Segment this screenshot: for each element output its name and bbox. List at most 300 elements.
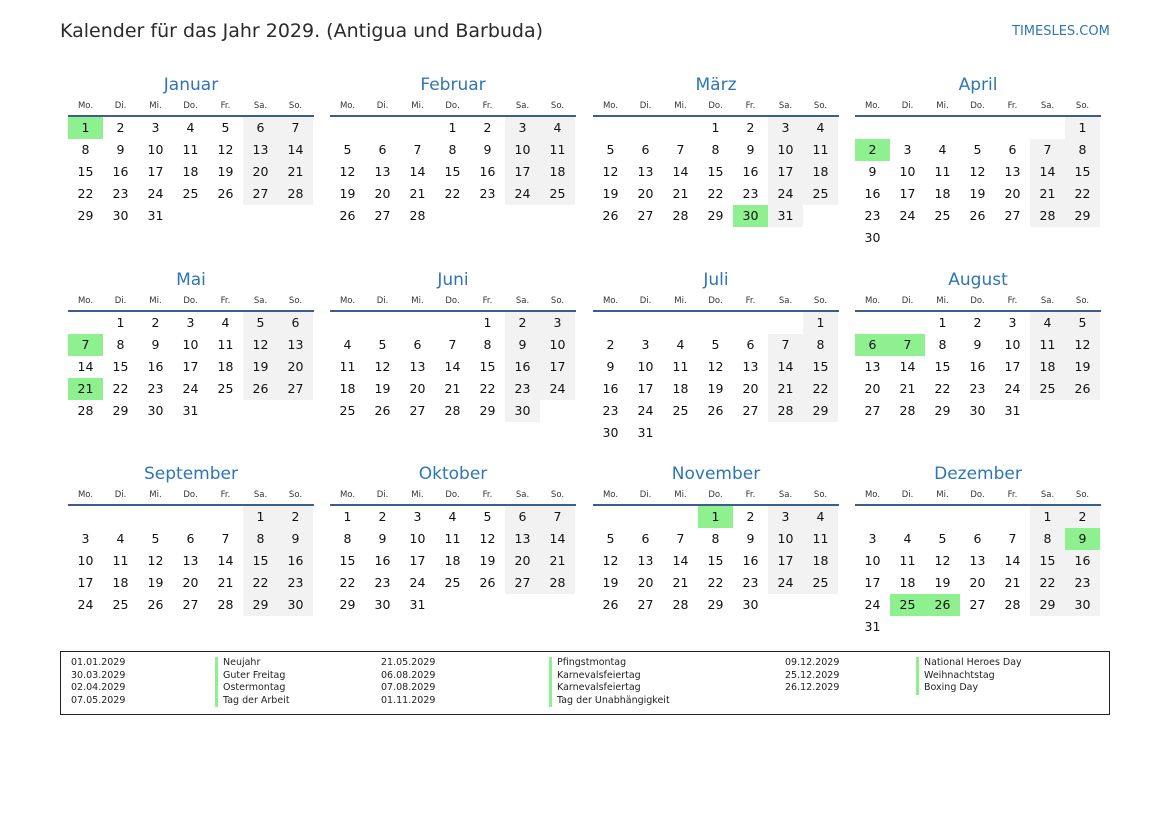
day-cell: 17: [864, 575, 881, 590]
month-name: Juni: [437, 270, 469, 290]
day-cell: 31: [637, 425, 654, 440]
legend-holiday-name: Ostermontag: [215, 682, 285, 695]
weekday-label: Mi.: [149, 296, 162, 306]
day-cell: 15: [339, 553, 356, 568]
weekday-label: Sa.: [515, 490, 530, 500]
day-cell: 30: [112, 208, 129, 223]
day-cell: 6: [641, 531, 650, 546]
day-cell: 13: [505, 528, 540, 550]
day-cell: 8: [448, 142, 457, 157]
day-cell: 9: [116, 142, 125, 157]
day-cell: 3: [903, 142, 912, 157]
day-cell: 27: [182, 597, 199, 612]
day-cell: 29: [1065, 205, 1100, 227]
weekday-header: [68, 97, 314, 117]
day-cell: 27: [637, 208, 654, 223]
day-cell: 26: [969, 208, 986, 223]
day-cell: 20: [864, 381, 881, 396]
day-cell: 7: [278, 117, 313, 139]
day-cell: 11: [112, 553, 129, 568]
day-cell: 11: [934, 164, 951, 179]
empty-cell: [68, 506, 103, 528]
day-cell: 9: [278, 528, 313, 550]
day-cell: 4: [116, 531, 125, 546]
empty-cell: [173, 506, 208, 528]
day-cell: 13: [182, 553, 199, 568]
empty-cell: [400, 312, 435, 334]
weekday-header: [68, 292, 314, 312]
holiday-legend: [60, 651, 1110, 715]
legend-date: 25.12.2029: [785, 669, 840, 681]
day-cell: 13: [1004, 164, 1021, 179]
day-cell: 23: [969, 381, 986, 396]
day-cell: 17: [409, 553, 426, 568]
weekday-label: Fr.: [482, 101, 493, 111]
day-cell: 16: [742, 553, 759, 568]
day-cell: 11: [899, 553, 916, 568]
day-cell: 14: [899, 359, 916, 374]
month-name: August: [948, 270, 1008, 290]
day-cell: 21: [1030, 183, 1065, 205]
weekday-label: Sa.: [253, 296, 268, 306]
weekday-label: Mo.: [864, 296, 881, 306]
weekday-label: So.: [288, 490, 303, 500]
legend-holiday-name: Boxing Day: [916, 682, 978, 695]
empty-cell: [593, 312, 628, 334]
weekday-header: [593, 486, 839, 506]
weekday-label: Mi.: [936, 101, 949, 111]
weekday-label: Sa.: [515, 101, 530, 111]
day-cell: 14: [444, 359, 461, 374]
empty-cell: [663, 506, 698, 528]
day-cell: 13: [864, 359, 881, 374]
day-cell: 4: [803, 117, 838, 139]
holiday-day-cell: 26: [925, 594, 960, 616]
day-cell: 12: [147, 553, 164, 568]
day-cell: 17: [768, 161, 803, 183]
day-cell: 20: [409, 381, 426, 396]
day-cell: 22: [934, 381, 951, 396]
day-cell: 25: [803, 572, 838, 594]
day-cell: 28: [217, 597, 234, 612]
day-cell: 24: [899, 208, 916, 223]
day-cell: 13: [374, 164, 391, 179]
day-cell: 28: [672, 208, 689, 223]
day-cell: 17: [899, 186, 916, 201]
month-11: [593, 462, 839, 616]
day-cell: 29: [339, 597, 356, 612]
month-1: [68, 73, 314, 227]
day-cell: 31: [409, 597, 426, 612]
day-cell: 10: [637, 359, 654, 374]
day-cell: 10: [147, 142, 164, 157]
legend-holiday-name: Guter Freitag: [215, 670, 285, 683]
weekday-label: Mo.: [339, 101, 356, 111]
day-cell: 12: [602, 553, 619, 568]
day-cell: 12: [602, 164, 619, 179]
day-cell: 14: [1004, 553, 1021, 568]
day-cell: 10: [768, 139, 803, 161]
weekday-header: [593, 97, 839, 117]
day-cell: 28: [409, 208, 426, 223]
day-cell: 14: [672, 553, 689, 568]
month-2: [330, 73, 576, 227]
weekday-label: Mi.: [411, 101, 424, 111]
day-cell: 21: [540, 550, 575, 572]
day-cell: 7: [676, 531, 685, 546]
day-cell: 14: [278, 139, 313, 161]
weekday-label: So.: [550, 296, 565, 306]
day-cell: 7: [413, 142, 422, 157]
day-cell: 27: [374, 208, 391, 223]
weekday-label: Di.: [639, 490, 652, 500]
weekday-label: So.: [550, 101, 565, 111]
weekday-header: [855, 486, 1101, 506]
weekday-label: Fr.: [220, 296, 231, 306]
weekday-label: Mo.: [77, 490, 94, 500]
weekday-label: Fr.: [1007, 490, 1018, 500]
weekday-label: Do.: [708, 296, 723, 306]
weekday-label: Mi.: [936, 296, 949, 306]
holiday-day-cell: 2: [855, 139, 890, 161]
weekday-label: Sa.: [253, 490, 268, 500]
day-cell: 8: [803, 334, 838, 356]
day-cell: 12: [707, 359, 724, 374]
day-cell: 24: [77, 597, 94, 612]
day-cell: 16: [479, 164, 496, 179]
day-cell: 6: [973, 531, 982, 546]
day-cell: 6: [278, 312, 313, 334]
day-cell: 13: [278, 334, 313, 356]
day-cell: 19: [707, 381, 724, 396]
weekday-label: Mi.: [411, 490, 424, 500]
day-cell: 29: [1030, 594, 1065, 616]
empty-cell: [628, 117, 663, 139]
weekday-label: Sa.: [778, 296, 793, 306]
legend-holiday-name: Karnevalsfeiertag: [549, 682, 641, 695]
weekday-label: Mo.: [339, 296, 356, 306]
weekday-label: Sa.: [778, 101, 793, 111]
day-cell: 30: [505, 400, 540, 422]
day-cell: 21: [444, 381, 461, 396]
day-cell: 21: [768, 378, 803, 400]
empty-cell: [330, 312, 365, 334]
empty-cell: [138, 506, 173, 528]
day-cell: 7: [448, 337, 457, 352]
legend-date: 01.11.2029: [381, 694, 436, 706]
day-cell: 1: [938, 315, 947, 330]
weekday-label: Mi.: [149, 101, 162, 111]
day-cell: 19: [602, 575, 619, 590]
day-cell: 25: [112, 597, 129, 612]
day-cell: 24: [637, 403, 654, 418]
day-cell: 16: [969, 359, 986, 374]
day-grid: [68, 117, 314, 227]
day-cell: 2: [606, 337, 615, 352]
day-cell: 4: [676, 337, 685, 352]
day-cell: 9: [483, 142, 492, 157]
day-cell: 23: [112, 186, 129, 201]
legend-date: 21.05.2029: [381, 657, 436, 668]
day-cell: 4: [803, 506, 838, 528]
day-cell: 22: [339, 575, 356, 590]
day-cell: 18: [899, 575, 916, 590]
legend-date: 06.08.2029: [381, 669, 436, 681]
day-cell: 12: [374, 359, 391, 374]
day-cell: 18: [934, 186, 951, 201]
weekday-label: So.: [1075, 101, 1090, 111]
weekday-label: Do.: [183, 490, 198, 500]
day-cell: 16: [742, 164, 759, 179]
day-cell: 27: [864, 403, 881, 418]
empty-cell: [698, 312, 733, 334]
weekday-label: Fr.: [1007, 101, 1018, 111]
day-cell: 30: [742, 597, 759, 612]
day-cell: 28: [540, 572, 575, 594]
day-cell: 29: [803, 400, 838, 422]
day-cell: 3: [868, 531, 877, 546]
empty-cell: [435, 312, 470, 334]
day-cell: 23: [278, 572, 313, 594]
empty-cell: [995, 117, 1030, 139]
day-cell: 27: [969, 597, 986, 612]
day-cell: 20: [742, 381, 759, 396]
day-cell: 22: [707, 186, 724, 201]
day-cell: 26: [243, 378, 278, 400]
month-5: [68, 268, 314, 422]
day-cell: 28: [1030, 205, 1065, 227]
day-cell: 24: [768, 183, 803, 205]
day-cell: 1: [116, 315, 125, 330]
legend-date: 07.05.2029: [71, 694, 126, 706]
legend-date: 09.12.2029: [785, 657, 840, 668]
holiday-day-cell: 7: [68, 334, 103, 356]
day-cell: 10: [182, 337, 199, 352]
day-cell: 9: [505, 334, 540, 356]
day-grid: [68, 506, 314, 616]
day-cell: 7: [676, 142, 685, 157]
legend-holiday-name: Weihnachtstag: [916, 670, 995, 683]
day-cell: 26: [147, 597, 164, 612]
day-cell: 22: [1030, 572, 1065, 594]
empty-cell: [995, 506, 1030, 528]
weekday-label: Do.: [970, 490, 985, 500]
day-cell: 26: [217, 186, 234, 201]
day-cell: 15: [1065, 161, 1100, 183]
day-cell: 28: [77, 403, 94, 418]
day-cell: 19: [969, 186, 986, 201]
day-grid: [330, 312, 576, 422]
day-cell: 16: [147, 359, 164, 374]
day-cell: 25: [934, 208, 951, 223]
day-cell: 5: [243, 312, 278, 334]
day-cell: 27: [278, 378, 313, 400]
day-cell: 3: [81, 531, 90, 546]
day-cell: 29: [112, 403, 129, 418]
day-cell: 27: [1004, 208, 1021, 223]
day-cell: 31: [768, 205, 803, 227]
day-cell: 3: [186, 315, 195, 330]
day-cell: 13: [969, 553, 986, 568]
day-cell: 27: [243, 183, 278, 205]
day-cell: 7: [540, 506, 575, 528]
day-cell: 20: [278, 356, 313, 378]
day-cell: 24: [1004, 381, 1021, 396]
month-name: Januar: [163, 75, 219, 95]
day-cell: 28: [672, 597, 689, 612]
day-cell: 11: [540, 139, 575, 161]
day-cell: 23: [864, 208, 881, 223]
day-cell: 24: [540, 378, 575, 400]
day-cell: 8: [483, 337, 492, 352]
day-cell: 26: [707, 403, 724, 418]
day-cell: 29: [707, 208, 724, 223]
day-cell: 10: [409, 531, 426, 546]
day-cell: 21: [672, 575, 689, 590]
site-link[interactable]: TIMESLES.COM: [1012, 24, 1110, 39]
day-cell: 3: [641, 337, 650, 352]
empty-cell: [925, 506, 960, 528]
day-cell: 15: [1030, 550, 1065, 572]
weekday-label: Do.: [970, 101, 985, 111]
weekday-label: Fr.: [745, 101, 756, 111]
day-cell: 15: [112, 359, 129, 374]
day-cell: 18: [182, 164, 199, 179]
day-cell: 15: [479, 359, 496, 374]
empty-cell: [365, 312, 400, 334]
day-cell: 19: [243, 356, 278, 378]
day-cell: 25: [444, 575, 461, 590]
month-7: [593, 268, 839, 444]
day-cell: 4: [938, 142, 947, 157]
day-cell: 25: [540, 183, 575, 205]
weekday-label: Di.: [114, 101, 127, 111]
day-cell: 17: [77, 575, 94, 590]
day-cell: 18: [339, 381, 356, 396]
day-cell: 3: [768, 506, 803, 528]
legend-date: 02.04.2029: [71, 682, 126, 693]
day-cell: 24: [409, 575, 426, 590]
day-cell: 9: [973, 337, 982, 352]
month-name: Mai: [176, 270, 206, 290]
month-3: [593, 73, 839, 227]
day-cell: 31: [147, 208, 164, 223]
day-cell: 4: [221, 315, 230, 330]
month-name: November: [671, 464, 761, 484]
legend-holiday-name: Pfingstmontag: [549, 657, 626, 670]
month-name: September: [144, 464, 238, 484]
weekday-label: Sa.: [1040, 490, 1055, 500]
month-name: Juli: [703, 270, 729, 290]
day-cell: 14: [672, 164, 689, 179]
day-cell: 15: [77, 164, 94, 179]
day-cell: 8: [938, 337, 947, 352]
day-cell: 11: [672, 359, 689, 374]
weekday-label: Fr.: [220, 490, 231, 500]
day-cell: 3: [505, 117, 540, 139]
day-cell: 18: [112, 575, 129, 590]
day-cell: 10: [768, 528, 803, 550]
day-cell: 8: [116, 337, 125, 352]
day-cell: 19: [934, 575, 951, 590]
day-cell: 11: [803, 139, 838, 161]
day-cell: 1: [343, 509, 352, 524]
day-cell: 13: [637, 553, 654, 568]
day-cell: 25: [339, 403, 356, 418]
day-cell: 26: [374, 403, 391, 418]
day-cell: 28: [444, 403, 461, 418]
day-cell: 11: [182, 142, 199, 157]
empty-cell: [768, 312, 803, 334]
weekday-label: Di.: [901, 101, 914, 111]
weekday-header: [855, 97, 1101, 117]
day-cell: 25: [803, 183, 838, 205]
day-grid: [593, 312, 839, 444]
weekday-label: Sa.: [253, 101, 268, 111]
day-cell: 19: [374, 381, 391, 396]
weekday-label: Fr.: [1007, 296, 1018, 306]
day-cell: 20: [243, 161, 278, 183]
day-cell: 13: [243, 139, 278, 161]
day-cell: 4: [903, 531, 912, 546]
day-cell: 1: [243, 506, 278, 528]
holiday-day-cell: 9: [1065, 528, 1100, 550]
holiday-day-cell: 21: [68, 378, 103, 400]
day-cell: 2: [505, 312, 540, 334]
day-grid: [855, 312, 1101, 422]
empty-cell: [400, 117, 435, 139]
day-cell: 5: [483, 509, 492, 524]
day-cell: 23: [479, 186, 496, 201]
day-cell: 13: [409, 359, 426, 374]
empty-cell: [855, 506, 890, 528]
empty-cell: [68, 312, 103, 334]
empty-cell: [103, 506, 138, 528]
month-name: März: [695, 75, 737, 95]
weekday-label: So.: [813, 490, 828, 500]
legend-date: 07.08.2029: [381, 682, 436, 693]
day-cell: 23: [742, 575, 759, 590]
day-cell: 22: [77, 186, 94, 201]
day-cell: 29: [77, 208, 94, 223]
day-cell: 30: [374, 597, 391, 612]
weekday-header: [68, 486, 314, 506]
day-cell: 12: [217, 142, 234, 157]
empty-cell: [663, 312, 698, 334]
day-cell: 6: [1008, 142, 1017, 157]
day-cell: 4: [540, 117, 575, 139]
month-name: Dezember: [934, 464, 1022, 484]
day-cell: 3: [1008, 315, 1017, 330]
day-cell: 31: [1004, 403, 1021, 418]
day-cell: 30: [147, 403, 164, 418]
day-cell: 18: [803, 550, 838, 572]
day-cell: 5: [938, 531, 947, 546]
weekday-label: Sa.: [1040, 296, 1055, 306]
empty-cell: [890, 506, 925, 528]
day-cell: 15: [243, 550, 278, 572]
day-cell: 16: [112, 164, 129, 179]
day-grid: [330, 506, 576, 616]
day-cell: 20: [637, 186, 654, 201]
day-cell: 13: [637, 164, 654, 179]
day-cell: 22: [444, 186, 461, 201]
empty-cell: [593, 117, 628, 139]
day-cell: 9: [606, 359, 615, 374]
day-cell: 22: [112, 381, 129, 396]
weekday-label: Mi.: [149, 490, 162, 500]
day-cell: 21: [672, 186, 689, 201]
